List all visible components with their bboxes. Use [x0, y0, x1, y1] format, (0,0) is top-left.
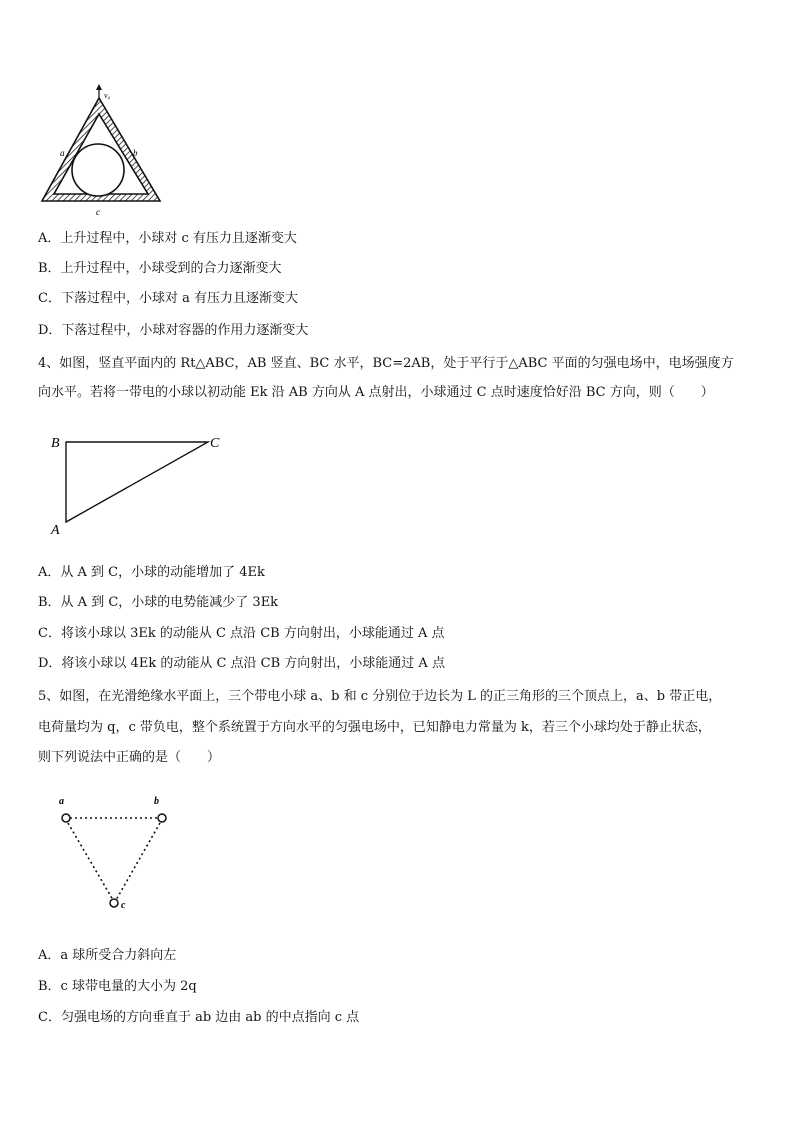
q3-option-b: B．上升过程中，小球受到的合力逐渐变大 [38, 261, 282, 276]
q4-option-a: A．从 A 到 C，小球的动能增加了 4Ek [38, 565, 265, 580]
q3-option-a: A．上升过程中，小球对 c 有压力且逐渐变大 [38, 231, 297, 246]
ball-b [158, 814, 166, 822]
q5-option-c: C．匀强电场的方向垂直于 ab 边由 ab 的中点指向 c 点 [38, 1010, 360, 1025]
label-b: b [133, 148, 138, 158]
charges-triangle-figure [50, 792, 180, 914]
q4-option-b: B．从 A 到 C，小球的电势能减少了 3Ek [38, 595, 279, 610]
label-a: a [59, 796, 64, 807]
q4-option-d: D．将该小球以 4Ek 的动能从 C 点沿 CB 方向射出，小球能通过 A 点 [38, 656, 445, 671]
label-b: b [154, 796, 159, 807]
ball-a [62, 814, 70, 822]
triangle-container-figure [38, 84, 168, 216]
q4-stem-line1: 4、如图，竖直平面内的 Rt△ABC，AB 竖直、BC 水平，BC=2AB，处于平行于△ABC 平面的匀强电场中，电场强度方 [38, 356, 734, 371]
triangle-abc [66, 442, 208, 522]
q4-option-c: C．将该小球以 3Ek 的动能从 C 点沿 CB 方向射出，小球能通过 A 点 [38, 626, 445, 641]
edge-ac [68, 823, 113, 900]
q3-option-c: C．下落过程中，小球对 a 有压力且逐渐变大 [38, 291, 298, 306]
q4-stem-line2: 向水平。若将一带电的小球以初动能 Ek 沿 AB 方向从 A 点射出，小球通过 C 点时速度恰好沿 BC 方向，则（ ） [38, 385, 714, 400]
label-c: c [96, 207, 100, 216]
q3-option-d: D．下落过程中，小球对容器的作用力逐渐变大 [38, 323, 309, 338]
arrow-up-icon [96, 84, 102, 90]
label-B: B [51, 436, 60, 451]
ball [72, 144, 124, 196]
label-A: A [51, 523, 60, 538]
label-a: a [60, 148, 65, 158]
q5-option-a: A．a 球所受合力斜向左 [38, 948, 177, 963]
ball-c [110, 899, 118, 907]
label-C: C [210, 436, 220, 451]
label-c: c [121, 900, 126, 911]
q5-stem-line2: 电荷量均为 q，c 带负电，整个系统置于方向水平的匀强电场中，已知静电力常量为 k，若三个小球均处于静止状态， [38, 720, 711, 735]
q5-option-b: B．c 球带电量的大小为 2q [38, 979, 197, 994]
q5-stem-line3: 则下列说法中正确的是（ ） [38, 750, 221, 765]
q5-stem-line1: 5、如图，在光滑绝缘水平面上，三个带电小球 a、b 和 c 分别位于边长为 L 的正三角形的三个顶点上，a、b 带正电， [38, 689, 722, 704]
right-triangle-figure [48, 430, 228, 540]
label-v0: v₀ [104, 91, 111, 100]
edge-bc [116, 823, 160, 900]
